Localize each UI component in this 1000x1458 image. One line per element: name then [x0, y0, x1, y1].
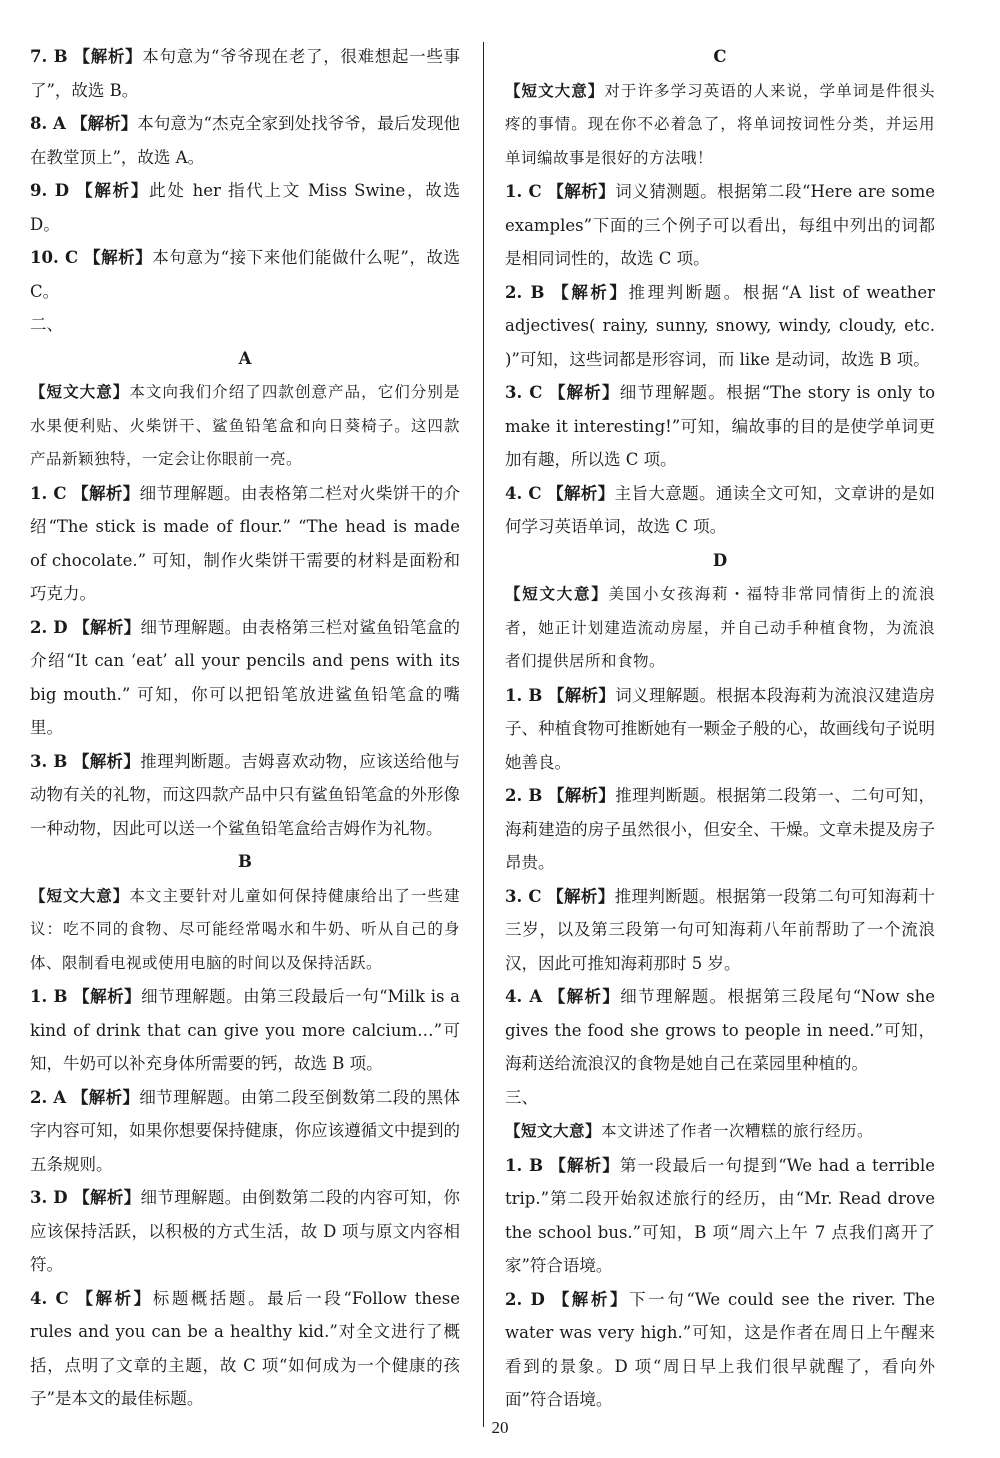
analysis-tag: 【解析】	[71, 114, 138, 133]
analysis-tag: 【解析】	[552, 282, 629, 302]
answer-item	[505, 1283, 935, 1417]
analysis-tag: 【解析】	[547, 483, 615, 503]
summary-tag: 【短文大意】	[30, 885, 130, 905]
summary-tag: 【短文大意】	[505, 1121, 602, 1140]
analysis-text: 主旨大意题。通读全文可知，文章讲的是如何学习英语单词，故选 C 项。	[505, 483, 936, 536]
summary-text: 本文主要针对儿童如何保持健康给出了一些建议：吃不同的食物、尽可能经常喝水和牛奶、听从自己的身体、限制看电视或使用电脑的时间以及保持活跃。	[30, 886, 460, 972]
left-column	[30, 40, 460, 1416]
analysis-text: 本句意为“杰克全家到处找爷爷，最后发现他在教堂顶上”，故选 A。	[30, 114, 461, 167]
analysis-tag: 【解析】	[547, 182, 616, 201]
answer-item	[30, 477, 460, 611]
answer-number: 2. B	[505, 786, 543, 805]
analysis-text: 推理判断题。根据第二段第一、二句可知，海莉建造的房子虽然很小，但安全、干燥。文章未提及房子昂贵。	[505, 786, 935, 872]
summary-text: 本文讲述了作者一次糟糕的旅行经历。	[601, 1122, 874, 1140]
column-divider	[483, 42, 484, 1427]
analysis-text: 词义猜测题。根据第二段“Here are some examples”下面的三个例子可以看出，每组中列出的词都是相同词性的，故选 C 项。	[505, 182, 936, 268]
analysis-tag: 【解析】	[72, 751, 141, 771]
answer-number: 4. C	[30, 1288, 69, 1308]
answer-number: 1. B	[30, 987, 68, 1006]
analysis-tag: 【解析】	[72, 483, 140, 503]
analysis-tag: 【解析】	[73, 47, 143, 66]
summary-text: 本文向我们介绍了四款创意产品，它们分别是水果便利贴、火柴饼干、鲨鱼铅笔盒和向日葵椅子。这四款产品新颖独特，一定会让你眼前一亮。	[30, 383, 460, 468]
answer-item	[505, 880, 935, 981]
passage-heading: A	[238, 348, 252, 368]
answer-number: 1. B	[505, 685, 543, 705]
analysis-text: 本句意为“爷爷现在老了，很难想起一些事了”，故选 B。	[30, 47, 461, 100]
answer-item	[505, 980, 935, 1081]
summary-tag: 【短文大意】	[505, 584, 609, 603]
analysis-tag: 【解析】	[73, 1188, 141, 1207]
answer-item	[30, 1081, 460, 1182]
right-column	[505, 40, 935, 1417]
passage-summary	[505, 1114, 935, 1149]
analysis-tag: 【解析】	[71, 1087, 140, 1107]
analysis-tag: 【解析】	[549, 1155, 620, 1175]
answer-item	[30, 745, 460, 846]
summary-text: 美国小女孩海莉・福特非常同情街上的流浪者，她正计划建造流动房屋，并自己动手种植食物，为流浪者们提供居所和食物。	[505, 585, 935, 670]
answer-number: 1. C	[30, 483, 67, 503]
analysis-text: 细节理解题。根据第三段尾句“Now she gives the food she grows to people in need.”可知，海莉送给流浪汉的食物是她自己在菜园里种植的。	[505, 987, 935, 1073]
answer-number: 3. B	[30, 751, 68, 771]
analysis-tag: 【解析】	[73, 617, 141, 637]
passage-heading: D	[712, 550, 728, 570]
answer-item	[505, 175, 935, 276]
analysis-text: 细节理解题。由倒数第二段的内容可知，你应该保持活跃，以积极的方式生活，故 D 项与原文内容相符。	[30, 1188, 461, 1274]
analysis-tag: 【解析】	[548, 383, 620, 402]
answer-item	[505, 779, 935, 880]
analysis-text: 细节理解题。由表格第二栏对火柴饼干的介绍“The stick is made of flour.” “The head is made of chocolate.” 可知，制作火柴饼干需要的材料是面粉和巧克力。	[30, 483, 461, 603]
passage-summary	[505, 577, 935, 679]
analysis-text: 细节理解题。由表格第三栏对鲨鱼铅笔盒的介绍“It can ‘eat’ all your pencils and pens with its big mouth.” 可知，你可以把铅笔放进鲨鱼铅笔盒的嘴里。	[30, 617, 461, 737]
answer-number: 4. A	[505, 987, 543, 1006]
answer-number: 2. A	[30, 1087, 67, 1107]
analysis-text: 下一句“We could see the river. The water was very high.”可知，这是作者在周日上午醒来看到的景象。D 项“周日早上我们很早就醒了，看向外面”符合语境。	[505, 1289, 935, 1409]
analysis-tag: 【解析】	[547, 685, 616, 705]
analysis-text: 本句意为“接下来他们能做什么呢”，故选 C。	[30, 248, 461, 301]
section-number: 三、	[505, 1087, 538, 1107]
answer-number: 2. B	[505, 282, 545, 302]
analysis-tag: 【解析】	[547, 786, 616, 805]
passage-heading: B	[238, 852, 252, 871]
passage-heading: C	[713, 47, 727, 66]
summary-tag: 【短文大意】	[505, 80, 605, 100]
answer-item	[30, 980, 460, 1081]
answer-number: 9. D	[30, 181, 70, 200]
answer-number: 3. C	[505, 383, 543, 402]
passage-summary	[30, 375, 460, 477]
analysis-tag: 【解析】	[548, 987, 621, 1006]
analysis-tag: 【解析】	[552, 1289, 630, 1309]
analysis-text: 推理判断题。根据第一段第二句可知海莉十三岁，以及第三段第一句可知海莉八年前帮助了一个流浪汉，因此可推知海莉那时 5 岁。	[505, 886, 936, 973]
answer-item	[30, 611, 460, 745]
answer-item	[505, 1149, 935, 1283]
analysis-tag: 【解析】	[84, 248, 153, 267]
analysis-tag: 【解析】	[76, 1288, 153, 1308]
answer-item	[30, 241, 460, 308]
passage-summary	[30, 879, 460, 981]
analysis-text: 细节理解题。根据“The story is only to make it interesting!”可知，编故事的目的是使学单词更加有趣，所以选 C 项。	[505, 383, 936, 469]
answer-number: 3. C	[505, 886, 542, 906]
analysis-text: 此处 her 指代上文 Miss Swine，故选 D。	[30, 181, 461, 234]
analysis-text: 细节理解题。由第三段最后一句“Milk is a kind of drink that can give you more calcium…”可知，牛奶可以补充身体所需要的钙，故选 B 项。	[30, 987, 461, 1073]
answer-item	[30, 107, 460, 174]
answer-item	[505, 679, 935, 780]
section-number: 二、	[30, 315, 63, 334]
answer-number: 10. C	[30, 248, 79, 267]
answer-number: 1. C	[505, 182, 542, 201]
answer-number: 2. D	[30, 617, 68, 637]
answer-number: 1. B	[505, 1155, 544, 1175]
analysis-tag: 【解析】	[76, 181, 150, 200]
answer-number: 7. B	[30, 47, 68, 66]
answer-number: 2. D	[505, 1289, 545, 1309]
summary-text: 对于许多学习英语的人来说，学单词是件很头疼的事情。现在你不必着急了，将单词按词性分类，并运用单词编故事是很好的方法哦！	[505, 81, 935, 167]
answer-number: 3. D	[30, 1188, 68, 1207]
analysis-tag: 【解析】	[73, 987, 142, 1006]
answer-item	[30, 1181, 460, 1282]
answer-item	[30, 40, 460, 107]
answer-item	[30, 174, 460, 241]
analysis-text: 细节理解题。由第二段至倒数第二段的黑体字内容可知，如果你想要保持健康，你应该遵循文中提到的五条规则。	[30, 1087, 460, 1174]
analysis-text: 推理判断题。根据“A list of weather adjectives( rainy, sunny, snowy, windy, cloudy, etc. )”可知，这些词都是形容词，而 like 是动词，故选 B 项。	[505, 282, 936, 369]
analysis-text: 第一段最后一句提到“We had a terrible trip.”第二段开始叙述旅行的经历，由“Mr. Read drove the school bus.”可知，B 项“周六上午 7 点我们离开了家”符合语境。	[505, 1155, 936, 1275]
answer-item	[505, 477, 935, 544]
analysis-text: 词义理解题。根据本段海莉为流浪汉建造房子、种植食物可推断她有一颗金子般的心，故画线句子说明她善良。	[505, 685, 935, 772]
analysis-tag: 【解析】	[547, 886, 615, 906]
page-number: 20	[491, 1418, 509, 1437]
answer-number: 8. A	[30, 114, 66, 133]
analysis-text: 标题概括题。最后一段“Follow these rules and you can be a healthy kid.”对全文进行了概括，点明了文章的主题，故 C 项“如何成为一个健康的孩子”是本文的最佳标题。	[30, 1288, 460, 1408]
answer-number: 4. C	[505, 483, 542, 503]
summary-tag: 【短文大意】	[30, 382, 130, 401]
answer-item	[505, 276, 935, 377]
passage-summary	[505, 74, 935, 176]
analysis-text: 推理判断题。吉姆喜欢动物，应该送给他与动物有关的礼物，而这四款产品中只有鲨鱼铅笔盒的外形像一种动物，因此可以送一个鲨鱼铅笔盒给吉姆作为礼物。	[30, 751, 460, 838]
answer-item	[505, 376, 935, 477]
answer-item	[30, 1282, 460, 1416]
